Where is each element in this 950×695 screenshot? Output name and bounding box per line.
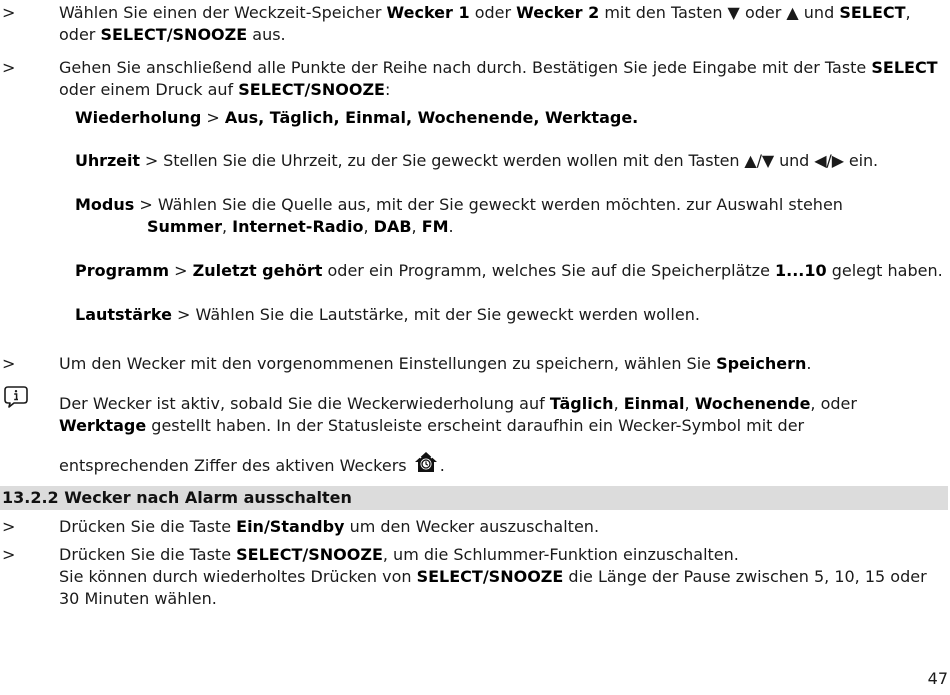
- step-snooze-line: [59, 545, 739, 564]
- step-text: [59, 353, 948, 375]
- key-term: Einmal: [623, 394, 685, 413]
- step-go-through-settings: [0, 57, 950, 101]
- key-term: Ein/Standby: [236, 517, 345, 536]
- step-marker: >: [2, 3, 16, 22]
- text-run: Gehen Sie anschließend alle Punkte der Reihe nach durch. Bestätigen Sie jede Eingabe mit der Taste: [59, 58, 872, 77]
- info-note-text: [59, 393, 948, 477]
- setting-program: [75, 260, 948, 282]
- text-run: Um den Wecker mit den vorgenommenen Einstellungen zu speichern, wählen Sie: [59, 354, 717, 373]
- section-header: [0, 486, 948, 510]
- key-term: Speichern: [716, 354, 807, 373]
- info-note-period: .: [439, 456, 445, 475]
- text-run: > Stellen Sie die Uhrzeit, zu der Sie geweckt werden wollen mit den Tasten ▲/▼ und ◀/▶ ein.: [139, 151, 879, 170]
- text-run: ,: [411, 217, 422, 236]
- text-run: , oder: [810, 394, 857, 413]
- step-marker: >: [2, 354, 16, 373]
- text-run: Sie können durch wiederholtes Drücken von: [59, 567, 417, 586]
- text-run: Drücken Sie die Taste: [59, 517, 237, 536]
- text-run: .: [448, 217, 454, 236]
- text-run: ,: [222, 217, 233, 236]
- text-run: , um die Schlummer-Funktion einzuschalten.: [382, 545, 739, 564]
- key-term: Aus, Täglich, Einmal, Wochenende, Werktage.: [224, 108, 639, 127]
- text-run: Drücken Sie die Taste: [59, 545, 237, 564]
- step-select-alarm: [0, 2, 950, 46]
- key-term: Wecker 1: [386, 3, 470, 22]
- text-run: oder: [469, 3, 517, 22]
- page-number: 47: [927, 669, 948, 688]
- text-run: Wählen Sie einen der Weckzeit-Speicher: [59, 3, 387, 22]
- text-run: gestellt haben. In der Statusleiste erscheint daraufhin ein Wecker-Symbol mit der: [146, 416, 805, 435]
- setting-volume: [75, 304, 948, 326]
- key-term: SELECT/SNOOZE: [238, 80, 385, 99]
- key-term: SELECT/SNOOZE: [236, 545, 383, 564]
- text-run: die Länge der Pause zwischen 5, 10, 15 oder 30 Minuten wählen.: [59, 567, 927, 608]
- info-note-icon: [3, 385, 29, 409]
- step-text: [59, 2, 948, 46]
- setting-mode-line1: [75, 195, 843, 214]
- text-run: >: [201, 108, 225, 127]
- step-marker: >: [2, 545, 16, 564]
- key-term: Wiederholung: [75, 108, 202, 127]
- key-term: Täglich: [549, 394, 614, 413]
- key-term: Zuletzt gehört: [192, 261, 323, 280]
- text-run: ,: [363, 217, 374, 236]
- key-term: SELECT/SNOOZE: [416, 567, 564, 586]
- setting-mode-line2: [75, 216, 948, 238]
- key-term: Uhrzeit: [75, 151, 140, 170]
- key-term: SELECT/SNOOZE: [100, 25, 248, 44]
- step-marker: >: [2, 58, 16, 77]
- text-run: > Wählen Sie die Lautstärke, mit der Sie geweckt werden wollen.: [171, 305, 700, 324]
- setting-repeat: [75, 107, 948, 129]
- key-term: Werktage: [59, 416, 147, 435]
- text-run: um den Wecker auszuschalten.: [344, 517, 600, 536]
- info-note-last-line: entsprechenden Ziffer des aktiven Weckers: [59, 456, 407, 475]
- info-note-body: [59, 394, 857, 435]
- step-snooze-continuation: [59, 567, 927, 608]
- step-save: [0, 353, 950, 375]
- key-term: Summer: [147, 217, 222, 236]
- key-term: Modus: [75, 195, 135, 214]
- key-term: DAB: [373, 217, 412, 236]
- key-term: Wecker 2: [516, 3, 600, 22]
- step-power-off: [0, 516, 950, 538]
- section-title: 13.2.2 Wecker nach Alarm ausschalten: [2, 488, 352, 507]
- step-text: [59, 544, 948, 610]
- key-term: 1...10: [775, 261, 827, 280]
- text-run: oder ein Programm, welches Sie auf die Speicherplätze: [322, 261, 775, 280]
- step-marker: >: [2, 517, 16, 536]
- text-run: gelegt haben.: [826, 261, 943, 280]
- text-run: ,: [613, 394, 624, 413]
- key-term: Programm: [75, 261, 170, 280]
- text-run: mit den Tasten ▼ oder ▲ und: [599, 3, 840, 22]
- alarm-status-icon: [412, 449, 440, 475]
- key-term: FM: [421, 217, 449, 236]
- setting-mode: [75, 194, 948, 238]
- text-run: aus.: [247, 25, 286, 44]
- key-term: Lautstärke: [75, 305, 172, 324]
- text-run: .: [806, 354, 812, 373]
- key-term: SELECT: [839, 3, 906, 22]
- setting-time: [75, 150, 948, 172]
- key-term: Wochenende: [694, 394, 811, 413]
- step-text: [59, 516, 948, 538]
- text-run: >: [169, 261, 193, 280]
- text-run: > Wählen Sie die Quelle aus, mit der Sie geweckt werden möchten. zur Auswahl stehen: [134, 195, 843, 214]
- step-snooze: [0, 544, 950, 610]
- text-run: , oder: [59, 3, 911, 44]
- text-run: oder einem Druck auf: [59, 80, 239, 99]
- key-term: Internet-Radio: [232, 217, 364, 236]
- text-run: ,: [684, 394, 695, 413]
- text-run: Der Wecker ist aktiv, sobald Sie die Weckerwiederholung auf: [59, 394, 550, 413]
- step-text: [59, 57, 948, 101]
- text-run: :: [384, 80, 391, 99]
- key-term: SELECT: [871, 58, 938, 77]
